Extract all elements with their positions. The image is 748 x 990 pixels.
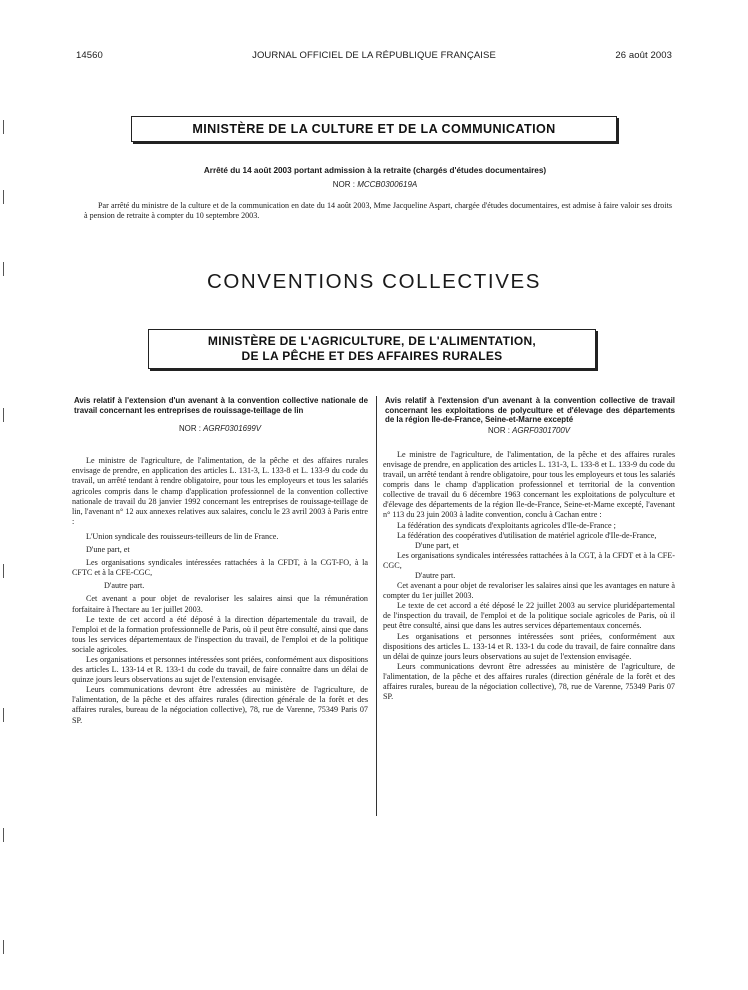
paragraph: Les organisations syndicales intéressées rattachées à la CFDT, à la CGT-FO, à la CFTC et à la CFE-CGC, (72, 558, 368, 578)
page-number: 14560 (76, 50, 103, 61)
nor-value: AGRF0301700V (512, 425, 571, 435)
paragraph: Leurs communications devront être adressées au ministère de l'agriculture, de l'alimentation, de la pêche et des affaires rurales (direction générale de la forêt et des affaires rurales, bureau de la négociation collective), 78, rue de Varenne, 75349 Paris 07 SP. (72, 685, 368, 725)
paragraph: Les organisations syndicales intéressées rattachées à la CGT, à la CFDT et à la CFE-CGC, (383, 550, 675, 570)
column-divider (376, 396, 377, 816)
margin-mark (3, 940, 4, 954)
paragraph: D'autre part. (415, 571, 456, 580)
ministry-agriculture-line1: MINISTÈRE DE L'AGRICULTURE, DE L'ALIMENTATION, (207, 334, 537, 348)
right-column (383, 396, 675, 702)
arrete-title: Arrêté du 14 août 2003 portant admission à la retraite (chargés d'études documentaires) (203, 166, 547, 175)
paragraph: Cet avenant a pour objet de revaloriser les salaires ainsi que la rémunération forfaitaire à l'hectare au 1er juillet 2003. (72, 594, 368, 614)
paragraph: Leurs communications devront être adressées au ministère de l'agriculture, de l'alimentation, de la pêche et des affaires rurales (direction générale de la forêt et des affaires rurales, bureau de la négociation collective), 78, rue de Varenne, 75349 Paris 07 SP. (383, 661, 675, 702)
paragraph: D'une part, et (415, 540, 459, 550)
paragraph: Le texte de cet accord a été déposé le 22 juillet 2003 au service pluridépartemental de l'inspection du travail, de l'emploi et de la politique sociale agricoles de Paris, où il peut être consulté, ainsi que dans les autres services départementaux concernés. (383, 601, 675, 631)
paragraph: L'Union syndicale des rouisseurs-teilleurs de lin de France. (86, 531, 279, 541)
ministry-culture-heading (131, 116, 617, 142)
paragraph: La fédération des syndicats d'exploitants agricoles d'Ile-de-France ; (397, 520, 616, 530)
margin-mark (3, 408, 4, 422)
left-notice-title: Avis relatif à l'extension d'un avenant à la convention collective nationale de travail concernant les entreprises de rouissage-teillage de lin (74, 396, 368, 415)
paragraph: Les organisations et personnes intéressées sont priées, conformément aux dispositions des articles L. 133-14 et R. 133-1 du code du travail, de faire connaître dans un délai de quinze jours leurs observations au sujet de l'extension envisagée. (72, 654, 368, 685)
right-notice-title: Avis relatif à l'extension d'un avenant à la convention collective de travail concernant les exploitations de polyculture et d'élevage des départements de la région Ile-de-France, Seine-et-Marne excepté (385, 396, 675, 425)
margin-mark (3, 828, 4, 842)
ministry-agriculture-line2: DE LA PÊCHE ET DES AFFAIRES RURALES (241, 349, 503, 363)
left-column (72, 396, 368, 726)
paragraph: Les organisations et personnes intéressées sont priées, conformément aux dispositions des articles L. 133-14 et R. 133-1 du code du travail, de faire connaître dans un délai de quinze jours leurs observations au sujet de l'extension envisagée. (383, 631, 675, 661)
ministry-culture-title: MINISTÈRE DE LA CULTURE ET DE LA COMMUNICATION (192, 122, 556, 136)
margin-mark (3, 190, 4, 204)
arrete-body: Par arrêté du ministre de la culture et de la communication en date du 14 août 2003, Mme Jacqueline Aspart, chargée d'études documentaires, est admise à faire valoir ses droits à pension de retraite à compter du 10 septembre 2003. (84, 201, 672, 221)
journal-title: JOURNAL OFFICIEL DE LA RÉPUBLIQUE FRANÇAISE (252, 50, 496, 61)
paragraph: La fédération des coopératives d'utilisation de matériel agricole d'Ile-de-France, (397, 530, 657, 540)
nor-label: NOR : (487, 425, 510, 435)
nor-value: MCCB0300619A (357, 180, 418, 189)
paragraph: Cet avenant a pour objet de revaloriser les salaires ainsi que les avantages en nature à compter du 1er juillet 2003. (383, 581, 675, 601)
paragraph: Le ministre de l'agriculture, de l'alimentation, de la pêche et des affaires rurales envisage de prendre, en application des articles L. 131-3, L. 133-8 et L. 133-9 du code du travail, un arrêté tendant à rendre obligatoire, pour tous les employeurs et tous les salariés compris dans le champ d'application professionnel et territorial de la convention collective de travail du 6 décembre 1963 concernant les exploitations de polyculture et d'élevage des départements de la région Ile-de-France, Seine-et-Marne excepté, l'avenant n° 113 du 23 juin 2003 à ladite convention, conclu à Cachan entre : (383, 449, 675, 520)
margin-mark (3, 120, 4, 134)
section-title: CONVENTIONS COLLECTIVES (206, 270, 542, 293)
paragraph: Le ministre de l'agriculture, de l'alimentation, de la pêche et des affaires rurales envisage de prendre, en application des articles L. 131-3, L. 133-8 et L. 133-9 du code du travail, un arrêté tendant à rendre obligatoire, pour tous les employeurs et tous les salariés agricoles compris dans le champ d'application professionnel de la convention collective nationale de travail du 28 janvier 1992 concernant les entreprises de rouissage-teillage de lin, l'avenant n° 12 aux annexes relatives aux salaires, conclu le 23 avril 2003 à Paris entre : (72, 456, 368, 526)
right-notice-nor (383, 426, 675, 436)
nor-label: NOR : (332, 180, 355, 189)
margin-mark (3, 564, 4, 578)
margin-mark (3, 708, 4, 722)
ministry-agriculture-heading (148, 329, 596, 369)
issue-date: 26 août 2003 (615, 50, 672, 61)
arrete-nor (100, 180, 650, 189)
nor-label: NOR : (178, 424, 201, 434)
paragraph: D'une part, et (86, 545, 130, 555)
paragraph: Le texte de cet accord a été déposé à la direction départementale du travail, de l'emploi et de la formation professionnelle de Paris, où il peut être consulté, ainsi que dans tous les services départementaux de l'inspection du travail, de l'emploi et de la politique sociale agricoles. (72, 614, 368, 654)
nor-value: AGRF0301699V (203, 424, 262, 434)
left-notice-nor (72, 424, 368, 434)
paragraph: D'autre part. (104, 581, 145, 591)
